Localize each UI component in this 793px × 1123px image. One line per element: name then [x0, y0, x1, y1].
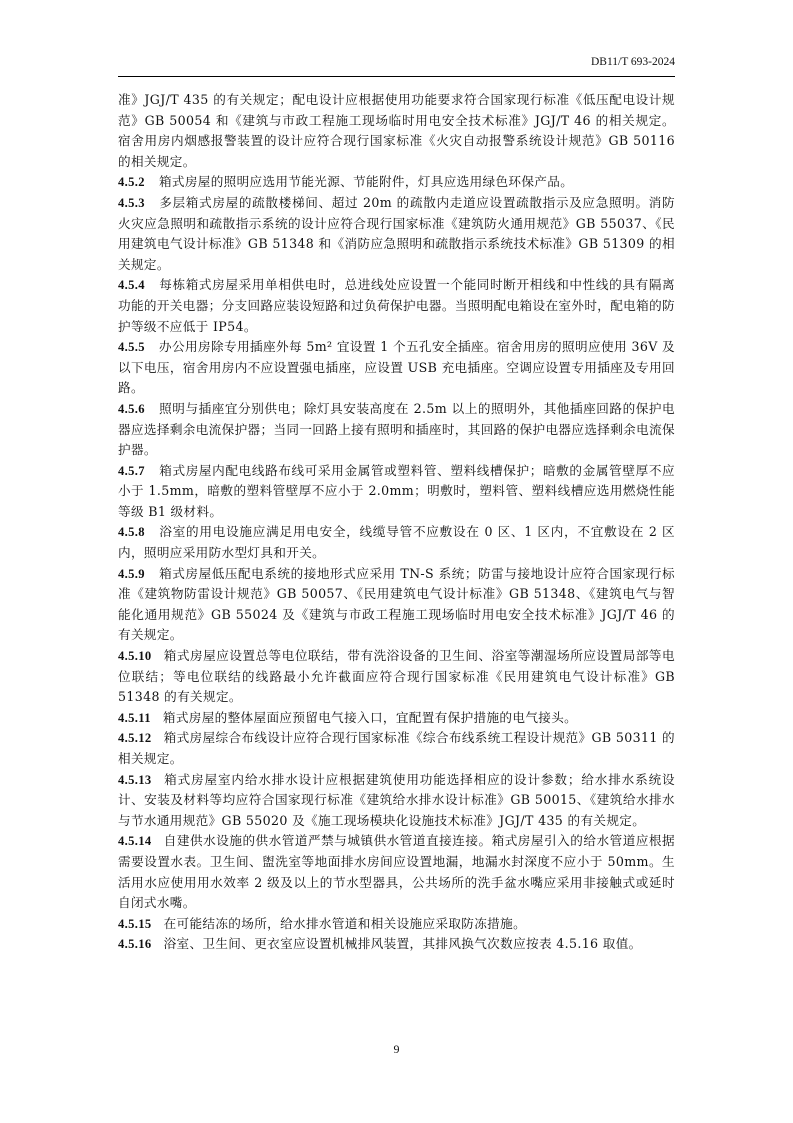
clause-4-5-2: [118, 172, 675, 193]
clause-text: 自建供水设施的供水管道严禁与城镇供水管道直接连接。箱式房屋引入的给水管道应根据需要设置水表。卫生间、盥洗室等地面排水房间应设置地漏，地漏水封深度不应小于 50mm。生活用水应使用用水效率 2 级及以上的节水型器具，公共场所的洗手盆水嘴应采用非接触式或延时自闭式水嘴。: [118, 833, 675, 911]
clause-number: 4.5.6: [118, 401, 145, 416]
clause-4-5-7: [118, 461, 675, 523]
clause-4-5-9: [118, 564, 675, 646]
clause-text: 在可能结冻的场所，给水排水管道和相关设施应采取防冻措施。: [163, 915, 527, 931]
paragraph-continued: [118, 90, 675, 172]
clause-number: 4.5.16: [118, 937, 152, 952]
clause-text: 多层箱式房屋的疏散楼梯间、超过 20m 的疏散内走道应设置疏散指示及应急照明。消防火灾应急照明和疏散指示系统的设计应符合现行国家标准《建筑防火通用规范》GB 55037、《民用建筑电气设计标准》GB 51348 和《消防应急照明和疏散指示系统技术标准》GB 51309 的相关规定。: [118, 194, 675, 272]
clause-number: 4.5.3: [118, 195, 145, 210]
clause-number: 4.5.4: [118, 278, 145, 293]
clause-4-5-16: [118, 934, 675, 955]
clause-4-5-13: [118, 770, 675, 832]
clause-text: 箱式房屋应设置总等电位联结，带有洗浴设备的卫生间、浴室等潮湿场所应设置局部等电位联结；等电位联结的线路最小允许截面应符合现行国家标准《民用建筑电气设计标准》GB 51348 的有关规定。: [118, 648, 675, 705]
clause-number: 4.5.7: [118, 463, 145, 478]
header-rule: [118, 76, 675, 77]
clause-text: 箱式房屋低压配电系统的接地形式应采用 TN-S 系统；防雷与接地设计应符合国家现行标准《建筑物防雷设计规范》GB 50057、《民用建筑电气设计标准》GB 51348、《建筑电气与智能化通用规范》GB 55024 及《建筑与市政工程施工现场临时用电安全技术标准》JGJ/T 46 的有关规定。: [118, 565, 675, 643]
page-number: 9: [393, 1042, 400, 1056]
clause-text: 箱式房屋内配电线路布线可采用金属管或塑料管、塑料线槽保护；暗敷的金属管壁厚不应小于 1.5mm，暗敷的塑料管壁厚不应小于 2.0mm；明敷时，塑料管、塑料线槽应选用燃烧性能等级 B1 级材料。: [118, 462, 675, 519]
clause-4-5-3: [118, 193, 675, 275]
document-code: DB11/T 693-2024: [590, 56, 675, 68]
clause-text: 箱式房屋的照明应选用节能光源、节能附件，灯具应选用绿色环保产品。: [158, 174, 574, 190]
clause-4-5-8: [118, 522, 675, 563]
clause-4-5-15: [118, 914, 675, 935]
paragraph-text: 准》JGJ/T 435 的有关规定；配电设计应根据使用功能要求符合国家现行标准《低压配电设计规范》GB 50054 和《建筑与市政工程施工现场临时用电安全技术标准》JGJ/T 46 的相关规定。宿舍用房内烟感报警装置的设计应符合现行国家标准《火灾自动报警系统设计规范》GB 50116 的相关规定。: [118, 92, 675, 169]
clause-number: 4.5.10: [118, 649, 152, 664]
clause-number: 4.5.12: [118, 731, 152, 746]
clause-text: 浴室、卫生间、更衣室应设置机械排风装置，其排风换气次数应按表 4.5.16 取值。: [163, 936, 642, 952]
clause-4-5-11: [118, 708, 675, 729]
clause-number: 4.5.9: [118, 566, 145, 581]
clause-number: 4.5.14: [118, 834, 152, 849]
clause-number: 4.5.11: [118, 710, 151, 725]
clause-text: 办公用房除专用插座外每 5m² 宜设置 1 个五孔安全插座。宿舍用房的照明应使用 36V 及以下电压，宿舍用房内不应设置强电插座，应设置 USB 充电插座。空调应设置专用插座及专用回路。: [118, 339, 675, 396]
clause-number: 4.5.5: [118, 340, 145, 355]
clause-4-5-5: [118, 337, 675, 399]
clause-text: 浴室的用电设施应满足用电安全，线缆导管不应敷设在 0 区、1 区内，不宜敷设在 2 区内，照明应采用防水型灯具和开关。: [118, 524, 675, 561]
clause-number: 4.5.15: [118, 916, 152, 931]
clause-number: 4.5.8: [118, 525, 145, 540]
clause-text: 照明与插座宜分别供电；除灯具安装高度在 2.5m 以上的照明外，其他插座回路的保护电器应选择剩余电流保护器；当同一回路上接有照明和插座时，其回路的保护电器应选择剩余电流保护器。: [118, 400, 675, 458]
clause-4-5-12: [118, 728, 675, 769]
clause-number: 4.5.13: [118, 772, 152, 787]
clause-text: 箱式房屋综合布线设计应符合现行国家标准《综合布线系统工程设计规范》GB 50311 的相关规定。: [118, 730, 675, 766]
clause-number: 4.5.2: [118, 175, 145, 190]
clause-4-5-4: [118, 275, 675, 337]
clause-4-5-10: [118, 646, 675, 708]
clause-4-5-14: [118, 831, 675, 913]
clause-text: 箱式房屋的整体屋面应预留电气接入口，宜配置有保护措施的电气接头。: [162, 709, 578, 725]
clause-text: 箱式房屋室内给水排水设计应根据建筑使用功能选择相应的设计参数；给水排水系统设计、安装及材料等均应符合国家现行标准《建筑给水排水设计标准》GB 50015、《建筑给水排水与节水通用规范》GB 55020 及《施工现场模块化设施技术标准》JGJ/T 435 的有关规定。: [118, 771, 675, 828]
clause-4-5-6: [118, 399, 675, 461]
clause-text: 每栋箱式房屋采用单相供电时，总进线处应设置一个能同时断开相线和中性线的具有隔离功能的开关电器；分支回路应装设短路和过负荷保护电器。当照明配电箱设在室外时，配电箱的防护等级不应低于 IP54。: [118, 277, 675, 334]
body-text: [118, 90, 675, 955]
